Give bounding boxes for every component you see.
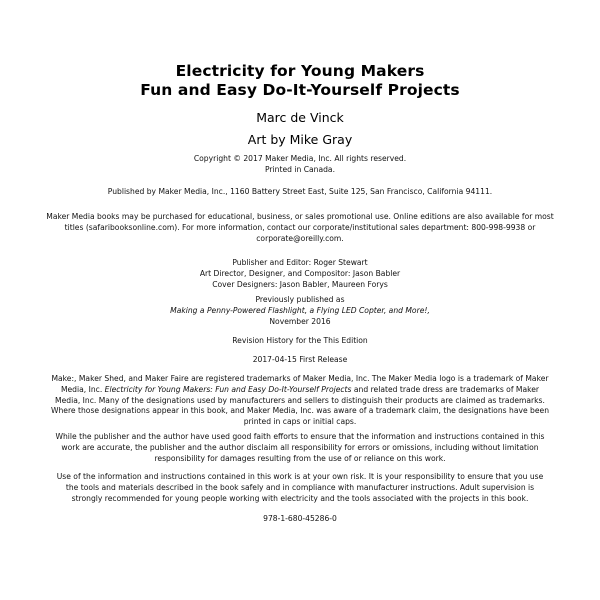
previous-title: Making a Penny-Powered Flashlight, a Flying LED Copter, and More!, — [170, 305, 430, 315]
purchase-line-3: corporate@oreilly.com. — [256, 233, 344, 243]
title-line-2: Fun and Easy Do-It-Yourself Projects — [140, 81, 460, 99]
trademark-line-2c: and related trade dress are trademarks of Maker — [351, 384, 540, 394]
staff-credits — [30, 258, 570, 290]
publisher-editor: Publisher and Editor: Roger Stewart — [232, 258, 368, 267]
disclaimer-notice — [30, 432, 570, 464]
illustrator-credit: Art by Mike Gray — [247, 132, 353, 147]
author-name: Marc de Vinck — [256, 110, 344, 125]
title-line-1: Electricity for Young Makers — [175, 62, 425, 80]
previous-date: November 2016 — [269, 316, 331, 326]
risk-line-3: strongly recommended for young people working with electricity and the tools associated with the projects in this book. — [71, 493, 529, 503]
copyright-notice — [30, 154, 570, 176]
trademark-line-1: Make:, Maker Shed, and Maker Faire are registered trademarks of Maker Media, Inc. The Maker Media logo is a trademark of Maker — [51, 374, 549, 383]
disclaimer-line-3: responsibility for damages resulting from the use of or reliance on this work. — [154, 453, 446, 463]
risk-line-2: the tools and materials described in the book safely and in compliance with manufacturer instructions. Adult supervision is — [65, 482, 535, 492]
previous-publication — [30, 295, 570, 327]
publisher-address: Published by Maker Media, Inc., 1160 Battery Street East, Suite 125, San Francisco, California 94111. — [107, 187, 493, 196]
trademark-book-title: Electricity for Young Makers: Fun and Easy Do-It-Yourself Projects — [104, 384, 352, 394]
purchase-info — [30, 212, 570, 244]
trademark-line-3: Media, Inc. Many of the designations used by manufacturers and sellers to distinguish their products are claimed as trademarks. — [55, 395, 545, 405]
purchase-line-1: Maker Media books may be purchased for educational, business, or sales promotional use. Online editions are also available for most — [46, 212, 554, 221]
disclaimer-line-2: work are accurate, the publisher and the author disclaim all responsibility for errors or omissions, including without limitation — [61, 442, 539, 452]
trademark-line-2a: Media, Inc. — [60, 384, 105, 394]
cover-designers: Cover Designers: Jason Babler, Maureen Forys — [212, 279, 388, 289]
previously-label: Previously published as — [255, 295, 345, 304]
copyright-line-2: Printed in Canada. — [264, 164, 336, 174]
purchase-line-2: titles (safaribooksonline.com). For more information, contact our corporate/institutional sales department: 800-998-9938 or — [64, 222, 536, 232]
copyright-line-1: Copyright © 2017 Maker Media, Inc. All rights reserved. — [193, 154, 407, 163]
risk-line-1: Use of the information and instructions contained in this work is at your own risk. It is your responsibility to ensure that you use — [56, 472, 544, 481]
trademark-line-2 — [30, 385, 570, 396]
book-title — [0, 62, 600, 100]
trademark-notice — [30, 374, 570, 428]
art-director: Art Director, Designer, and Compositor: Jason Babler — [199, 268, 401, 278]
trademark-line-5: printed in caps or initial caps. — [243, 417, 357, 427]
isbn: 978-1-680-45286-0 — [263, 514, 337, 523]
release-date: 2017-04-15 First Release — [252, 355, 348, 364]
revision-history: Revision History for the This Edition — [232, 336, 368, 345]
disclaimer-line-1: While the publisher and the author have used good faith efforts to ensure that the information and instructions contained in this — [55, 432, 545, 441]
risk-notice — [30, 472, 570, 504]
trademark-line-4: Where those designations appear in this book, and Maker Media, Inc. was aware of a trademark claim, the designations have been — [50, 406, 550, 416]
